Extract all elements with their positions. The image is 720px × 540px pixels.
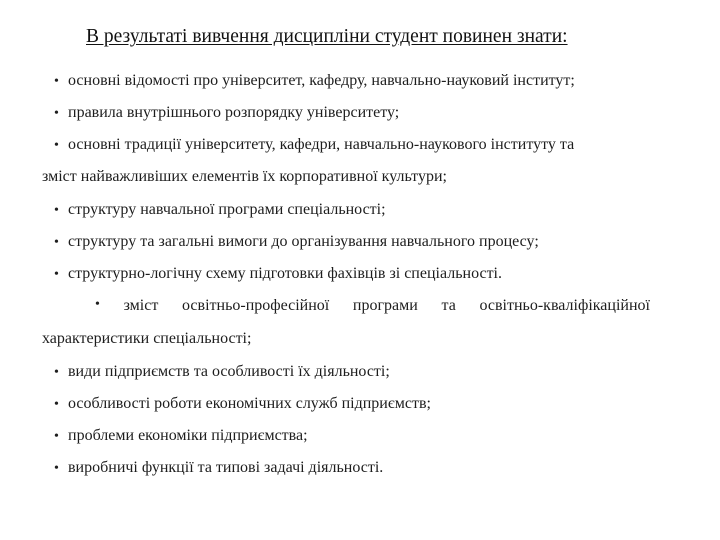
list-item (54, 136, 574, 154)
bullet-icon: • (54, 138, 59, 153)
bullet-icon: • (95, 297, 100, 312)
list-item-text: правила внутрішнього розпорядку університету; (68, 104, 400, 121)
bullet-icon: • (54, 365, 59, 380)
list-item-justified (95, 297, 650, 315)
list-item-text: характеристики спеціальності; (42, 330, 252, 347)
list-item (54, 459, 383, 477)
list-item (54, 104, 399, 122)
list-item (54, 265, 502, 283)
list-item-text: структуру навчальної програми спеціальності; (68, 201, 386, 218)
list-item-text: види підприємств та особливості їх діяльності; (68, 363, 390, 380)
list-item-text: структурно-логічну схему підготовки фахівців зі спеціальності. (68, 265, 502, 282)
bullet-icon: • (54, 429, 59, 444)
list-item-text: виробничі функції та типові задачі діяльності. (68, 459, 384, 476)
bullet-icon: • (54, 106, 59, 121)
list-item (54, 363, 390, 381)
bullet-icon: • (54, 267, 59, 282)
justified-word: програми (352, 297, 418, 314)
list-item-text: основні відомості про університет, кафедру, навчально-науковий інститут; (68, 72, 575, 89)
bullet-icon: • (54, 235, 59, 250)
bullet-icon: • (54, 397, 59, 412)
list-item-text: основні традиції університету, кафедри, навчально-наукового інституту та (68, 136, 575, 153)
list-item-continuation (42, 330, 251, 348)
justified-word: освітньо-професійної (182, 297, 330, 314)
list-item (54, 201, 386, 219)
bullet-icon: • (54, 461, 59, 476)
list-item (54, 427, 308, 445)
list-item-continuation (42, 168, 447, 186)
justified-word: зміст (123, 297, 159, 314)
list-item-text: зміст найважливіших елементів їх корпоративної культури; (42, 168, 447, 185)
justified-word: освітньо-кваліфікаційної (479, 297, 650, 314)
bullet-icon: • (54, 203, 59, 218)
list-item-text: структуру та загальні вимоги до організування навчального процесу; (68, 233, 539, 250)
list-item (54, 72, 575, 90)
bullet-icon: • (54, 74, 59, 89)
list-item (54, 395, 431, 413)
list-item (54, 233, 539, 251)
list-item-text: проблеми економіки підприємства; (68, 427, 308, 444)
list-item-text: особливості роботи економічних служб підприємств; (68, 395, 431, 412)
page-title: В результаті вивчення дисципліни студент повинен знати: (86, 26, 568, 47)
justified-word: та (441, 297, 456, 314)
